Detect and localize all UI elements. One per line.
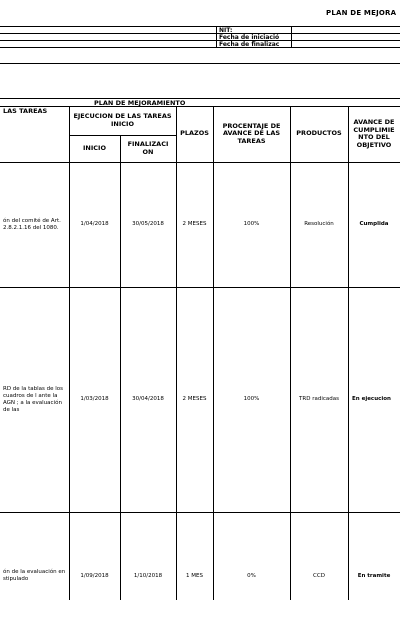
document-title: PLAN DE MEJORA <box>326 9 397 17</box>
table-row-term: 2 MESES <box>182 221 207 227</box>
meta-divider <box>291 26 292 47</box>
meta-line <box>0 40 400 41</box>
nit-label: NIT: <box>219 27 233 34</box>
table-row-status: Cumplida <box>359 221 389 227</box>
end-date-label: Fecha de finalizac <box>219 41 280 48</box>
table-row-task: ón del comité de Art. 2.8.2.1.16 del 1080. <box>3 217 61 231</box>
table-top-line <box>0 98 400 99</box>
table-row-task: ón de la evaluación en stipulado <box>3 569 66 582</box>
table-row-status: En tramite <box>357 572 391 579</box>
header-execution: EJECUCION DE LAS TAREAS INICIO <box>73 112 172 128</box>
table-row-product: Resolución <box>304 221 334 227</box>
table-row-start: 1/03/2018 <box>80 396 109 402</box>
header-end: FINALIZACI ON <box>127 140 169 156</box>
separator-line <box>0 63 400 64</box>
table-row-end: 1/10/2018 <box>133 572 163 579</box>
table-row-progress: 0% <box>247 572 256 579</box>
table-row-product: TRD radicadas <box>299 396 339 402</box>
header-tasks: LAS TAREAS <box>3 107 48 116</box>
header-terms: PLAZOS <box>180 129 209 138</box>
plan-title: PLAN DE MEJORAMIENTO <box>94 99 186 107</box>
header-start: INICIO <box>83 143 106 152</box>
start-date-label: Fecha de iniciació <box>219 34 280 41</box>
table-row-task: RD de la tablas de los cuadros de l ante la AGN ; a la evaluación de las <box>3 385 63 413</box>
header-progress: PROCENTAJE DE AVANCE DE LAS TAREAS <box>222 121 281 145</box>
meta-line <box>0 26 400 27</box>
table-row-progress: 100% <box>243 221 260 227</box>
table-row-start: 1/04/2018 <box>80 221 109 227</box>
table-row-status: En ejecucion <box>352 396 391 402</box>
meta-divider <box>216 26 217 47</box>
table-row-term: 2 MESES <box>182 396 207 402</box>
header-compliance: AVANCE DE CUMPLIMIE NTO DEL OBJETIVO <box>353 118 395 149</box>
meta-line <box>0 47 400 48</box>
table-row-end: 30/04/2018 <box>132 396 164 402</box>
table-row-term: 1 MES <box>186 572 203 579</box>
table-row-product: CCD <box>313 572 325 579</box>
header-products: PRODUCTOS <box>296 129 342 138</box>
meta-line <box>0 33 400 34</box>
table-row-start: 1/09/2018 <box>80 572 109 579</box>
table-row-progress: 100% <box>243 396 260 402</box>
table-row-end: 30/05/2018 <box>132 221 164 227</box>
